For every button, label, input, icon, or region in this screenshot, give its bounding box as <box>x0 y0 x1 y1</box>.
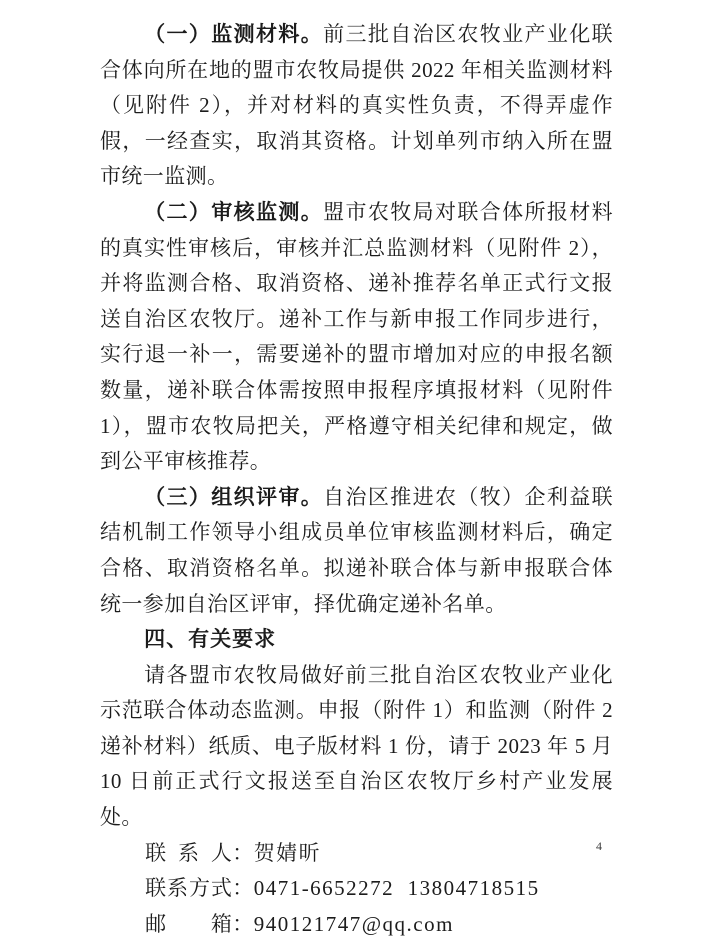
contact-phone-label: 联系方式 <box>145 876 233 901</box>
paragraph-text: 前三批自治区农牧业产业化联合体向所在地的盟市农牧局提供 2022 年相关监测材料（见附件 2），并对材料的真实性负责，不得弄虚作假，一经查实，取消其资格。计划单列市纳入所在盟市统一监测。 <box>100 22 613 189</box>
paragraph-lead: （一）监测材料。 <box>144 22 324 46</box>
contact-email-value: 940121747@qq.com <box>253 911 454 936</box>
contact-phone-row <box>100 871 613 907</box>
contact-separator: ： <box>232 840 254 865</box>
contact-person-row <box>100 836 613 872</box>
paragraph-review-monitoring <box>100 195 613 480</box>
paragraph-organize-evaluation <box>100 480 613 622</box>
contact-separator: ： <box>232 876 254 901</box>
page-number: 4 <box>596 839 602 853</box>
paragraph-text: 自治区推进农（牧）企利益联结机制工作领导小组成员单位审核监测材料后，确定合格、取消资格名单。拟递补联合体与新申报联合体统一参加自治区评审，择优确定递补名单。 <box>100 484 613 616</box>
contact-phone-value: 0471-6652272 13804718515 <box>253 876 540 901</box>
paragraph-lead: （二）审核监测。 <box>144 199 324 224</box>
contact-separator: ： <box>232 911 254 936</box>
contact-person-value: 贺婧昕 <box>253 840 322 865</box>
document-body <box>100 17 613 942</box>
contact-person-label: 联系人 <box>145 840 233 865</box>
contact-email-row <box>100 907 613 942</box>
section-heading-requirements: 四、有关要求 <box>144 628 277 652</box>
paragraph-closing-requirements: 请各盟市农牧局做好前三批自治区农牧业产业化示范联合体动态监测。申报（附件 1）和监测（附件 2 递补材料）纸质、电子版材料 1 份，请于 2023 年 5 月 10 日前正式行文报送至自治区农牧厅乡村产业发展处。 <box>100 662 613 830</box>
paragraph-text: 盟市农牧局对联合体所报材料的真实性审核后，审核并汇总监测材料（见附件 2），并将监测合格、取消资格、递补推荐名单正式行文报送自治区农牧厅。递补工作与新申报工作同步进行，实行退一补一，需要递补的盟市增加对应的申报名额数量，递补联合体需按照申报程序填报材料（见附件 1），盟市农牧局把关，严格遵守相关纪律和规定，做到公平审核推荐。 <box>100 199 613 474</box>
contact-email-label: 邮箱 <box>145 911 233 936</box>
paragraph-lead: （三）组织评审。 <box>144 484 324 509</box>
paragraph-monitoring-materials <box>100 17 613 195</box>
